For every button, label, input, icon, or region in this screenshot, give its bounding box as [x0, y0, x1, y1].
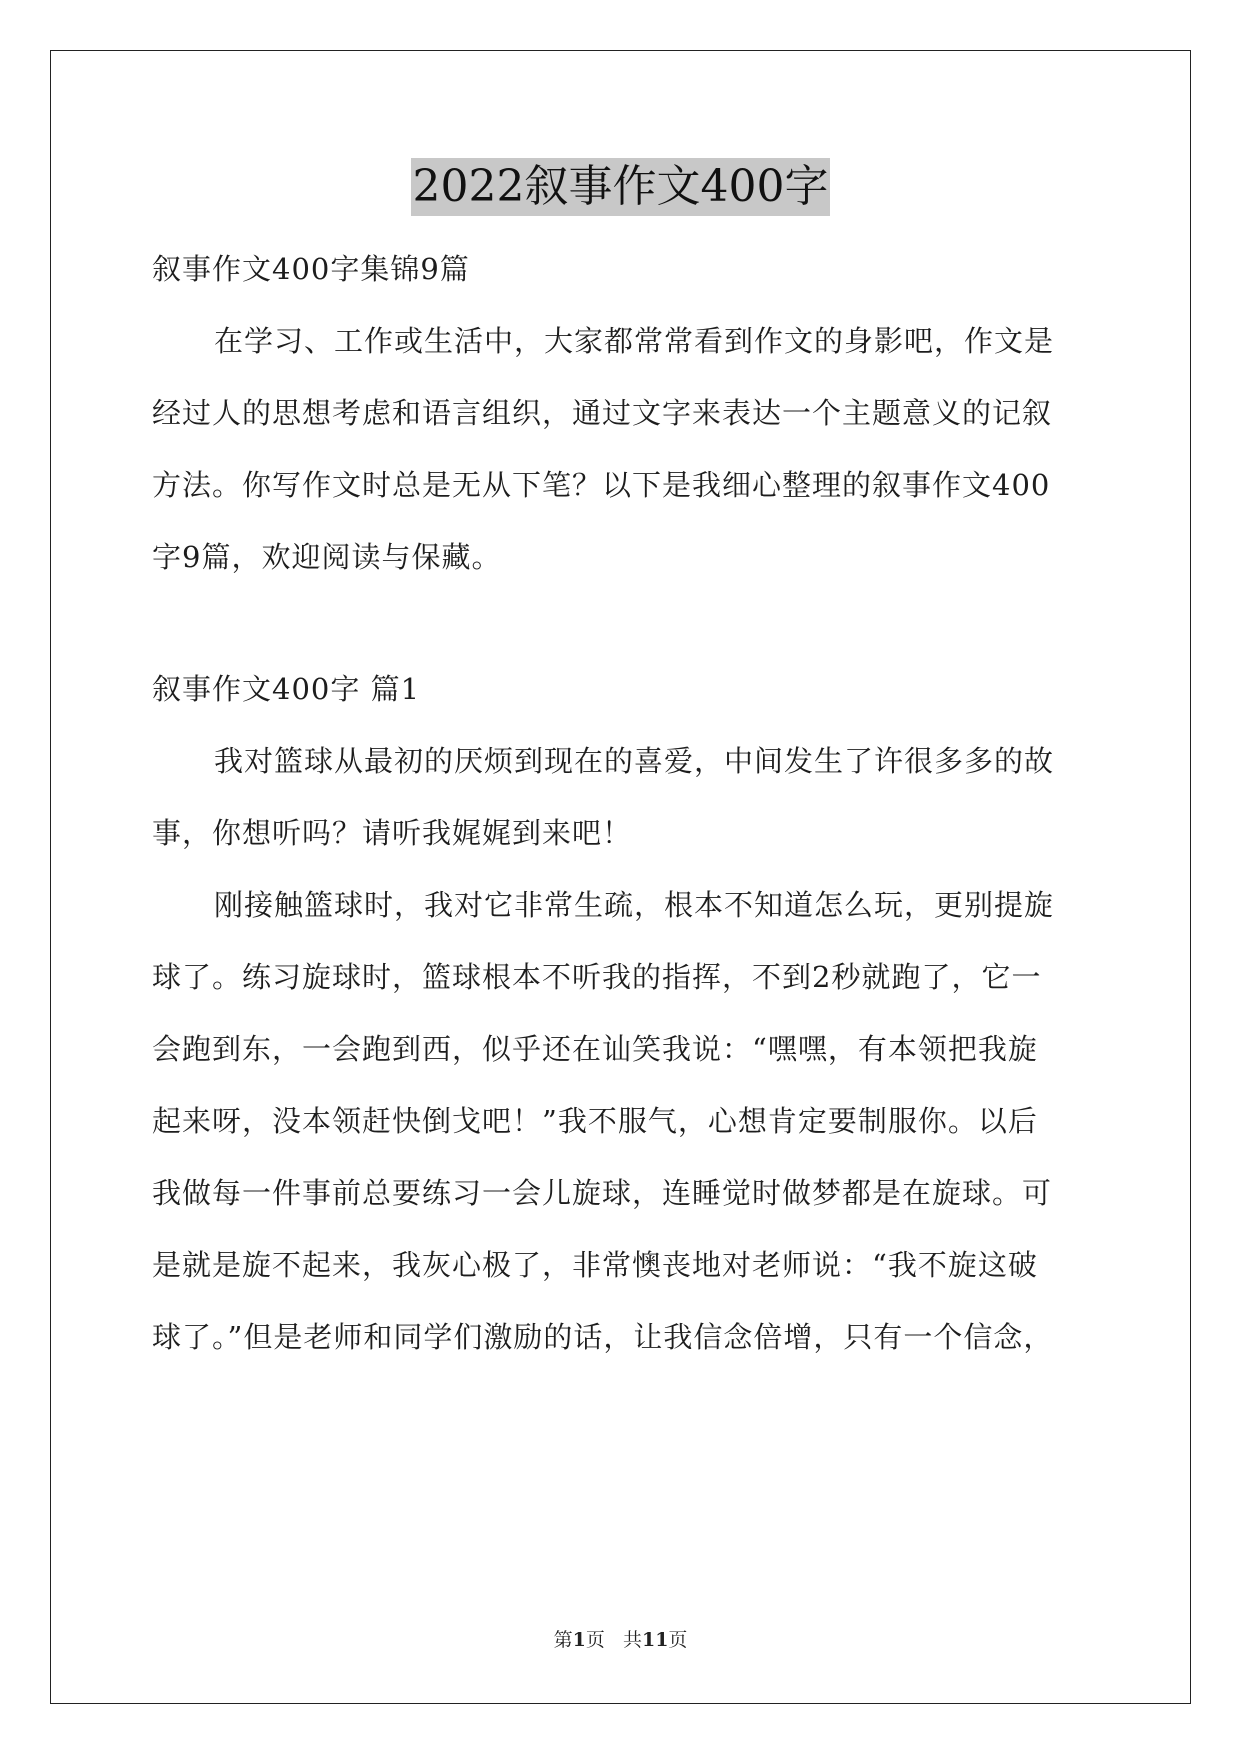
- footer-total-suffix: 页: [668, 1629, 688, 1651]
- page-footer: [0, 1628, 1241, 1652]
- essay-paragraph-line: 我对篮球从最初的厌烦到现在的喜爱，中间发生了许很多多的故: [214, 744, 1055, 778]
- intro-paragraph-line: 经过人的思想考虑和语言组织，通过文字来表达一个主题意义的记叙: [152, 396, 1053, 430]
- footer-page-suffix: 页: [585, 1629, 605, 1651]
- footer-page-prefix: 第: [553, 1629, 573, 1651]
- document-title: 2022叙事作文400字: [411, 158, 831, 216]
- intro-paragraph-line: 在学习、工作或生活中，大家都常常看到作文的身影吧，作文是: [214, 324, 1055, 358]
- essay-paragraph-line: 球了。”但是老师和同学们激励的话，让我信念倍增，只有一个信念，: [152, 1320, 1054, 1354]
- document-body: [152, 248, 1098, 1358]
- essay-paragraph-line: 起来呀，没本领赶快倒戈吧！”我不服气，心想肯定要制服你。以后: [152, 1104, 1038, 1138]
- essay-paragraph-line: 我做每一件事前总要练习一会儿旋球，连睡觉时做梦都是在旋球。可: [152, 1176, 1053, 1210]
- footer-total-prefix: 共: [622, 1629, 642, 1651]
- essay-heading: 叙事作文400字 篇1: [152, 672, 421, 706]
- collection-heading: 叙事作文400字集锦9篇: [152, 252, 470, 286]
- footer-page-number: 1: [572, 1629, 586, 1651]
- essay-paragraph-line: 刚接触篮球时，我对它非常生疏，根本不知道怎么玩，更别提旋: [214, 888, 1055, 922]
- essay-paragraph-line: 事，你想听吗？请听我娓娓到来吧！: [152, 816, 633, 850]
- essay-paragraph-line: 是就是旋不起来，我灰心极了，非常懊丧地对老师说：“我不旋这破: [152, 1248, 1038, 1282]
- footer-total-pages: 11: [641, 1629, 669, 1651]
- essay-paragraph-line: 球了。练习旋球时，篮球根本不听我的指挥，不到2秒就跑了，它一: [152, 960, 1042, 994]
- essay-paragraph-line: 会跑到东，一会跑到西，似乎还在讪笑我说：“嘿嘿，有本领把我旋: [152, 1032, 1038, 1066]
- intro-paragraph-line: 方法。你写作文时总是无从下笔？以下是我细心整理的叙事作文400: [152, 468, 1051, 502]
- intro-paragraph-line: 字9篇，欢迎阅读与保藏。: [152, 540, 502, 574]
- title-container: [0, 158, 1241, 216]
